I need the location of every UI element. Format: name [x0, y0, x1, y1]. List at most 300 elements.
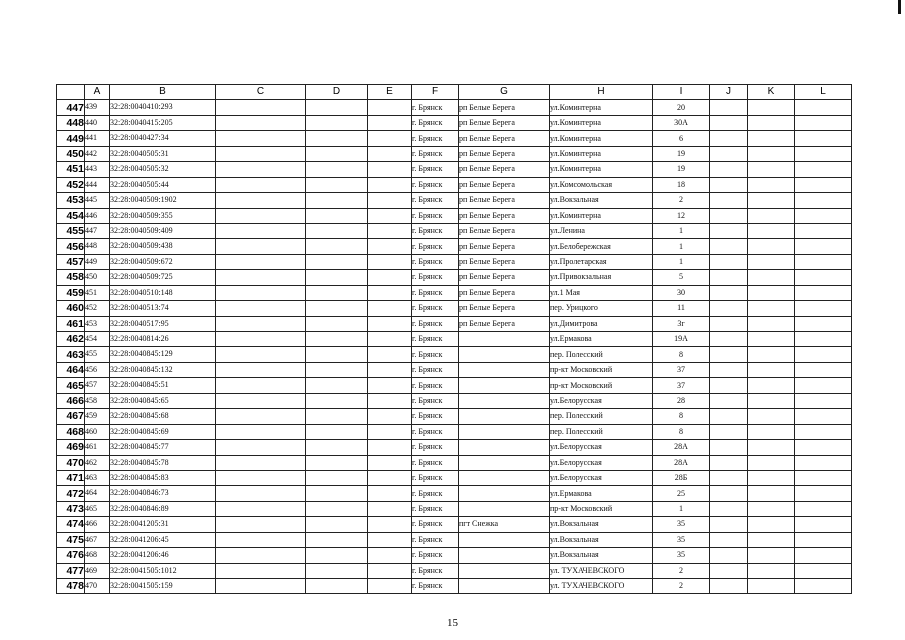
- column-header-j[interactable]: J: [710, 85, 748, 100]
- corner-cell[interactable]: [57, 85, 85, 100]
- cell-k[interactable]: [748, 193, 795, 208]
- cell-a[interactable]: 443: [85, 162, 110, 177]
- cell-k[interactable]: [748, 254, 795, 269]
- cell-k[interactable]: [748, 362, 795, 377]
- cell-g[interactable]: рп Белые Берега: [459, 270, 550, 285]
- cell-f[interactable]: г. Брянск: [412, 285, 459, 300]
- cell-c[interactable]: [216, 409, 306, 424]
- cell-i[interactable]: 2: [653, 193, 710, 208]
- column-header-c[interactable]: C: [216, 85, 306, 100]
- cell-e[interactable]: [368, 131, 412, 146]
- cell-d[interactable]: [306, 301, 368, 316]
- cell-h[interactable]: ул.Комсомольская: [550, 177, 653, 192]
- cell-f[interactable]: г. Брянск: [412, 146, 459, 161]
- cell-g[interactable]: [459, 393, 550, 408]
- cell-e[interactable]: [368, 223, 412, 238]
- cell-g[interactable]: [459, 332, 550, 347]
- cell-c[interactable]: [216, 378, 306, 393]
- cell-e[interactable]: [368, 362, 412, 377]
- cell-l[interactable]: [795, 223, 852, 238]
- cell-b[interactable]: 32:28:0040509:725: [110, 270, 216, 285]
- cell-d[interactable]: [306, 254, 368, 269]
- cell-i[interactable]: 30А: [653, 115, 710, 130]
- column-header-d[interactable]: D: [306, 85, 368, 100]
- cell-k[interactable]: [748, 409, 795, 424]
- cell-j[interactable]: [710, 579, 748, 594]
- cell-b[interactable]: 32:28:0040410:293: [110, 100, 216, 115]
- cell-i[interactable]: 28А: [653, 440, 710, 455]
- cell-a[interactable]: 450: [85, 270, 110, 285]
- cell-e[interactable]: [368, 440, 412, 455]
- cell-l[interactable]: [795, 193, 852, 208]
- cell-g[interactable]: [459, 470, 550, 485]
- cell-k[interactable]: [748, 486, 795, 501]
- cell-j[interactable]: [710, 301, 748, 316]
- cell-k[interactable]: [748, 131, 795, 146]
- cell-i[interactable]: 28: [653, 393, 710, 408]
- cell-l[interactable]: [795, 270, 852, 285]
- row-number[interactable]: 456: [57, 239, 85, 254]
- column-header-a[interactable]: A: [85, 85, 110, 100]
- cell-e[interactable]: [368, 115, 412, 130]
- cell-b[interactable]: 32:28:0040814:26: [110, 332, 216, 347]
- cell-f[interactable]: г. Брянск: [412, 532, 459, 547]
- cell-e[interactable]: [368, 162, 412, 177]
- cell-h[interactable]: ул.Вокзальная: [550, 193, 653, 208]
- cell-b[interactable]: 32:28:0040845:77: [110, 440, 216, 455]
- cell-d[interactable]: [306, 100, 368, 115]
- cell-e[interactable]: [368, 100, 412, 115]
- cell-c[interactable]: [216, 115, 306, 130]
- cell-h[interactable]: пр-кт Московский: [550, 362, 653, 377]
- cell-h[interactable]: ул.Белорусская: [550, 455, 653, 470]
- cell-j[interactable]: [710, 332, 748, 347]
- cell-j[interactable]: [710, 177, 748, 192]
- cell-e[interactable]: [368, 532, 412, 547]
- cell-b[interactable]: 32:28:0041205:31: [110, 517, 216, 532]
- cell-j[interactable]: [710, 193, 748, 208]
- cell-a[interactable]: 468: [85, 548, 110, 563]
- cell-k[interactable]: [748, 393, 795, 408]
- cell-c[interactable]: [216, 146, 306, 161]
- cell-e[interactable]: [368, 254, 412, 269]
- cell-e[interactable]: [368, 193, 412, 208]
- cell-i[interactable]: 12: [653, 208, 710, 223]
- cell-h[interactable]: ул.Привокзальная: [550, 270, 653, 285]
- cell-a[interactable]: 470: [85, 579, 110, 594]
- cell-i[interactable]: 28Б: [653, 470, 710, 485]
- cell-d[interactable]: [306, 440, 368, 455]
- cell-j[interactable]: [710, 162, 748, 177]
- cell-g[interactable]: рп Белые Берега: [459, 223, 550, 238]
- cell-d[interactable]: [306, 208, 368, 223]
- cell-a[interactable]: 462: [85, 455, 110, 470]
- row-number[interactable]: 452: [57, 177, 85, 192]
- cell-f[interactable]: г. Брянск: [412, 239, 459, 254]
- cell-i[interactable]: 37: [653, 378, 710, 393]
- cell-d[interactable]: [306, 532, 368, 547]
- cell-d[interactable]: [306, 517, 368, 532]
- cell-j[interactable]: [710, 501, 748, 516]
- cell-k[interactable]: [748, 332, 795, 347]
- cell-k[interactable]: [748, 316, 795, 331]
- cell-b[interactable]: 32:28:0040509:438: [110, 239, 216, 254]
- cell-i[interactable]: 8: [653, 347, 710, 362]
- cell-g[interactable]: рп Белые Берега: [459, 146, 550, 161]
- cell-h[interactable]: ул.Коминтерна: [550, 146, 653, 161]
- cell-l[interactable]: [795, 177, 852, 192]
- row-number[interactable]: 477: [57, 563, 85, 578]
- cell-i[interactable]: 35: [653, 517, 710, 532]
- cell-b[interactable]: 32:28:0040846:89: [110, 501, 216, 516]
- cell-h[interactable]: ул.1 Мая: [550, 285, 653, 300]
- cell-k[interactable]: [748, 517, 795, 532]
- row-number[interactable]: 451: [57, 162, 85, 177]
- cell-l[interactable]: [795, 301, 852, 316]
- cell-k[interactable]: [748, 532, 795, 547]
- cell-e[interactable]: [368, 455, 412, 470]
- cell-i[interactable]: 6: [653, 131, 710, 146]
- cell-k[interactable]: [748, 285, 795, 300]
- cell-e[interactable]: [368, 486, 412, 501]
- cell-c[interactable]: [216, 332, 306, 347]
- cell-j[interactable]: [710, 362, 748, 377]
- cell-b[interactable]: 32:28:0040845:129: [110, 347, 216, 362]
- cell-g[interactable]: рп Белые Берега: [459, 177, 550, 192]
- cell-l[interactable]: [795, 501, 852, 516]
- row-number[interactable]: 450: [57, 146, 85, 161]
- cell-g[interactable]: [459, 455, 550, 470]
- cell-f[interactable]: г. Брянск: [412, 193, 459, 208]
- cell-j[interactable]: [710, 424, 748, 439]
- cell-l[interactable]: [795, 548, 852, 563]
- row-number[interactable]: 461: [57, 316, 85, 331]
- cell-h[interactable]: ул.Коминтерна: [550, 100, 653, 115]
- cell-k[interactable]: [748, 440, 795, 455]
- cell-l[interactable]: [795, 579, 852, 594]
- cell-l[interactable]: [795, 378, 852, 393]
- cell-c[interactable]: [216, 177, 306, 192]
- cell-g[interactable]: рп Белые Берега: [459, 193, 550, 208]
- cell-l[interactable]: [795, 440, 852, 455]
- cell-b[interactable]: 32:28:0041206:45: [110, 532, 216, 547]
- cell-h[interactable]: пер. Полесский: [550, 424, 653, 439]
- cell-c[interactable]: [216, 193, 306, 208]
- cell-f[interactable]: г. Брянск: [412, 301, 459, 316]
- cell-h[interactable]: ул.Белорусская: [550, 393, 653, 408]
- cell-g[interactable]: рп Белые Берега: [459, 115, 550, 130]
- cell-d[interactable]: [306, 223, 368, 238]
- cell-i[interactable]: 37: [653, 362, 710, 377]
- cell-i[interactable]: 5: [653, 270, 710, 285]
- cell-c[interactable]: [216, 440, 306, 455]
- cell-f[interactable]: г. Брянск: [412, 393, 459, 408]
- cell-k[interactable]: [748, 424, 795, 439]
- cell-d[interactable]: [306, 347, 368, 362]
- row-number[interactable]: 460: [57, 301, 85, 316]
- cell-h[interactable]: пер. Урицкого: [550, 301, 653, 316]
- cell-a[interactable]: 451: [85, 285, 110, 300]
- cell-d[interactable]: [306, 115, 368, 130]
- cell-i[interactable]: 1: [653, 239, 710, 254]
- cell-b[interactable]: 32:28:0040505:31: [110, 146, 216, 161]
- cell-a[interactable]: 469: [85, 563, 110, 578]
- cell-c[interactable]: [216, 517, 306, 532]
- cell-e[interactable]: [368, 332, 412, 347]
- cell-c[interactable]: [216, 100, 306, 115]
- cell-i[interactable]: 35: [653, 548, 710, 563]
- column-header-g[interactable]: G: [459, 85, 550, 100]
- cell-h[interactable]: ул.Вокзальная: [550, 548, 653, 563]
- cell-a[interactable]: 444: [85, 177, 110, 192]
- cell-b[interactable]: 32:28:0041505:1012: [110, 563, 216, 578]
- cell-j[interactable]: [710, 115, 748, 130]
- row-number[interactable]: 464: [57, 362, 85, 377]
- cell-e[interactable]: [368, 177, 412, 192]
- cell-a[interactable]: 439: [85, 100, 110, 115]
- cell-h[interactable]: ул.Ермакова: [550, 486, 653, 501]
- cell-g[interactable]: [459, 362, 550, 377]
- cell-f[interactable]: г. Брянск: [412, 424, 459, 439]
- cell-g[interactable]: [459, 579, 550, 594]
- cell-j[interactable]: [710, 470, 748, 485]
- cell-h[interactable]: ул.Белорусская: [550, 440, 653, 455]
- cell-b[interactable]: 32:28:0040845:51: [110, 378, 216, 393]
- cell-c[interactable]: [216, 223, 306, 238]
- row-number[interactable]: 473: [57, 501, 85, 516]
- cell-b[interactable]: 32:28:0040509:355: [110, 208, 216, 223]
- cell-h[interactable]: ул.Ленина: [550, 223, 653, 238]
- cell-f[interactable]: г. Брянск: [412, 563, 459, 578]
- cell-l[interactable]: [795, 254, 852, 269]
- cell-b[interactable]: 32:28:0040509:409: [110, 223, 216, 238]
- cell-e[interactable]: [368, 285, 412, 300]
- cell-g[interactable]: [459, 501, 550, 516]
- cell-d[interactable]: [306, 316, 368, 331]
- cell-e[interactable]: [368, 239, 412, 254]
- cell-j[interactable]: [710, 131, 748, 146]
- cell-g[interactable]: рп Белые Берега: [459, 301, 550, 316]
- cell-a[interactable]: 464: [85, 486, 110, 501]
- cell-f[interactable]: г. Брянск: [412, 316, 459, 331]
- cell-f[interactable]: г. Брянск: [412, 332, 459, 347]
- cell-c[interactable]: [216, 424, 306, 439]
- cell-c[interactable]: [216, 579, 306, 594]
- cell-i[interactable]: 8: [653, 409, 710, 424]
- cell-h[interactable]: ул.Коминтерна: [550, 208, 653, 223]
- cell-i[interactable]: 19: [653, 162, 710, 177]
- cell-d[interactable]: [306, 332, 368, 347]
- cell-c[interactable]: [216, 316, 306, 331]
- cell-g[interactable]: рп Белые Берега: [459, 316, 550, 331]
- row-number[interactable]: 475: [57, 532, 85, 547]
- cell-c[interactable]: [216, 362, 306, 377]
- cell-f[interactable]: г. Брянск: [412, 455, 459, 470]
- cell-d[interactable]: [306, 563, 368, 578]
- cell-l[interactable]: [795, 100, 852, 115]
- cell-l[interactable]: [795, 285, 852, 300]
- cell-e[interactable]: [368, 208, 412, 223]
- cell-k[interactable]: [748, 239, 795, 254]
- cell-h[interactable]: ул.Ермакова: [550, 332, 653, 347]
- cell-b[interactable]: 32:28:0040510:148: [110, 285, 216, 300]
- cell-d[interactable]: [306, 362, 368, 377]
- cell-a[interactable]: 455: [85, 347, 110, 362]
- cell-a[interactable]: 447: [85, 223, 110, 238]
- cell-b[interactable]: 32:28:0040415:205: [110, 115, 216, 130]
- cell-e[interactable]: [368, 146, 412, 161]
- column-header-l[interactable]: L: [795, 85, 852, 100]
- cell-d[interactable]: [306, 239, 368, 254]
- cell-j[interactable]: [710, 100, 748, 115]
- cell-l[interactable]: [795, 486, 852, 501]
- cell-g[interactable]: пгт Снежка: [459, 517, 550, 532]
- row-number[interactable]: 470: [57, 455, 85, 470]
- cell-k[interactable]: [748, 501, 795, 516]
- cell-c[interactable]: [216, 486, 306, 501]
- row-number[interactable]: 469: [57, 440, 85, 455]
- cell-i[interactable]: 18: [653, 177, 710, 192]
- cell-f[interactable]: г. Брянск: [412, 223, 459, 238]
- cell-l[interactable]: [795, 347, 852, 362]
- cell-g[interactable]: рп Белые Берега: [459, 131, 550, 146]
- cell-i[interactable]: 28А: [653, 455, 710, 470]
- cell-c[interactable]: [216, 393, 306, 408]
- cell-a[interactable]: 445: [85, 193, 110, 208]
- cell-e[interactable]: [368, 424, 412, 439]
- cell-d[interactable]: [306, 455, 368, 470]
- cell-i[interactable]: 25: [653, 486, 710, 501]
- cell-j[interactable]: [710, 316, 748, 331]
- cell-a[interactable]: 463: [85, 470, 110, 485]
- cell-a[interactable]: 457: [85, 378, 110, 393]
- cell-g[interactable]: [459, 409, 550, 424]
- cell-j[interactable]: [710, 548, 748, 563]
- row-number[interactable]: 478: [57, 579, 85, 594]
- cell-g[interactable]: рп Белые Берега: [459, 285, 550, 300]
- cell-f[interactable]: г. Брянск: [412, 254, 459, 269]
- cell-a[interactable]: 460: [85, 424, 110, 439]
- cell-d[interactable]: [306, 548, 368, 563]
- row-number[interactable]: 467: [57, 409, 85, 424]
- cell-g[interactable]: [459, 532, 550, 547]
- cell-h[interactable]: пр-кт Московский: [550, 501, 653, 516]
- cell-l[interactable]: [795, 208, 852, 223]
- cell-i[interactable]: 20: [653, 100, 710, 115]
- cell-l[interactable]: [795, 115, 852, 130]
- column-header-k[interactable]: K: [748, 85, 795, 100]
- cell-a[interactable]: 448: [85, 239, 110, 254]
- cell-l[interactable]: [795, 362, 852, 377]
- row-number[interactable]: 459: [57, 285, 85, 300]
- cell-l[interactable]: [795, 563, 852, 578]
- cell-c[interactable]: [216, 162, 306, 177]
- cell-d[interactable]: [306, 131, 368, 146]
- row-number[interactable]: 453: [57, 193, 85, 208]
- cell-b[interactable]: 32:28:0040509:672: [110, 254, 216, 269]
- cell-k[interactable]: [748, 301, 795, 316]
- cell-a[interactable]: 465: [85, 501, 110, 516]
- cell-d[interactable]: [306, 378, 368, 393]
- cell-a[interactable]: 446: [85, 208, 110, 223]
- cell-d[interactable]: [306, 270, 368, 285]
- cell-d[interactable]: [306, 409, 368, 424]
- cell-d[interactable]: [306, 393, 368, 408]
- cell-j[interactable]: [710, 223, 748, 238]
- cell-l[interactable]: [795, 146, 852, 161]
- cell-c[interactable]: [216, 301, 306, 316]
- cell-b[interactable]: 32:28:0040845:132: [110, 362, 216, 377]
- cell-f[interactable]: г. Брянск: [412, 270, 459, 285]
- cell-b[interactable]: 32:28:0040505:32: [110, 162, 216, 177]
- cell-j[interactable]: [710, 393, 748, 408]
- cell-j[interactable]: [710, 486, 748, 501]
- cell-g[interactable]: [459, 440, 550, 455]
- cell-k[interactable]: [748, 115, 795, 130]
- row-number[interactable]: 448: [57, 115, 85, 130]
- cell-l[interactable]: [795, 455, 852, 470]
- cell-k[interactable]: [748, 563, 795, 578]
- cell-b[interactable]: 32:28:0040509:1902: [110, 193, 216, 208]
- row-number[interactable]: 463: [57, 347, 85, 362]
- cell-a[interactable]: 449: [85, 254, 110, 269]
- cell-d[interactable]: [306, 424, 368, 439]
- cell-l[interactable]: [795, 470, 852, 485]
- cell-b[interactable]: 32:28:0040505:44: [110, 177, 216, 192]
- cell-c[interactable]: [216, 532, 306, 547]
- cell-j[interactable]: [710, 409, 748, 424]
- cell-a[interactable]: 442: [85, 146, 110, 161]
- cell-f[interactable]: г. Брянск: [412, 177, 459, 192]
- cell-l[interactable]: [795, 316, 852, 331]
- cell-f[interactable]: г. Брянск: [412, 162, 459, 177]
- cell-h[interactable]: ул.Белобережская: [550, 239, 653, 254]
- cell-i[interactable]: 30: [653, 285, 710, 300]
- cell-l[interactable]: [795, 517, 852, 532]
- cell-e[interactable]: [368, 470, 412, 485]
- row-number[interactable]: 474: [57, 517, 85, 532]
- row-number[interactable]: 455: [57, 223, 85, 238]
- cell-d[interactable]: [306, 470, 368, 485]
- cell-h[interactable]: ул.Пролетарская: [550, 254, 653, 269]
- cell-c[interactable]: [216, 131, 306, 146]
- cell-k[interactable]: [748, 146, 795, 161]
- cell-l[interactable]: [795, 162, 852, 177]
- row-number[interactable]: 449: [57, 131, 85, 146]
- cell-d[interactable]: [306, 162, 368, 177]
- cell-d[interactable]: [306, 146, 368, 161]
- cell-a[interactable]: 441: [85, 131, 110, 146]
- cell-c[interactable]: [216, 470, 306, 485]
- cell-k[interactable]: [748, 223, 795, 238]
- cell-b[interactable]: 32:28:0040846:73: [110, 486, 216, 501]
- cell-h[interactable]: ул.Коминтерна: [550, 131, 653, 146]
- row-number[interactable]: 465: [57, 378, 85, 393]
- cell-g[interactable]: [459, 424, 550, 439]
- row-number[interactable]: 471: [57, 470, 85, 485]
- cell-e[interactable]: [368, 378, 412, 393]
- cell-d[interactable]: [306, 285, 368, 300]
- row-number[interactable]: 457: [57, 254, 85, 269]
- cell-i[interactable]: 1: [653, 223, 710, 238]
- column-header-b[interactable]: B: [110, 85, 216, 100]
- cell-d[interactable]: [306, 193, 368, 208]
- cell-b[interactable]: 32:28:0040513:74: [110, 301, 216, 316]
- cell-j[interactable]: [710, 208, 748, 223]
- cell-i[interactable]: 35: [653, 532, 710, 547]
- column-header-e[interactable]: E: [368, 85, 412, 100]
- cell-d[interactable]: [306, 486, 368, 501]
